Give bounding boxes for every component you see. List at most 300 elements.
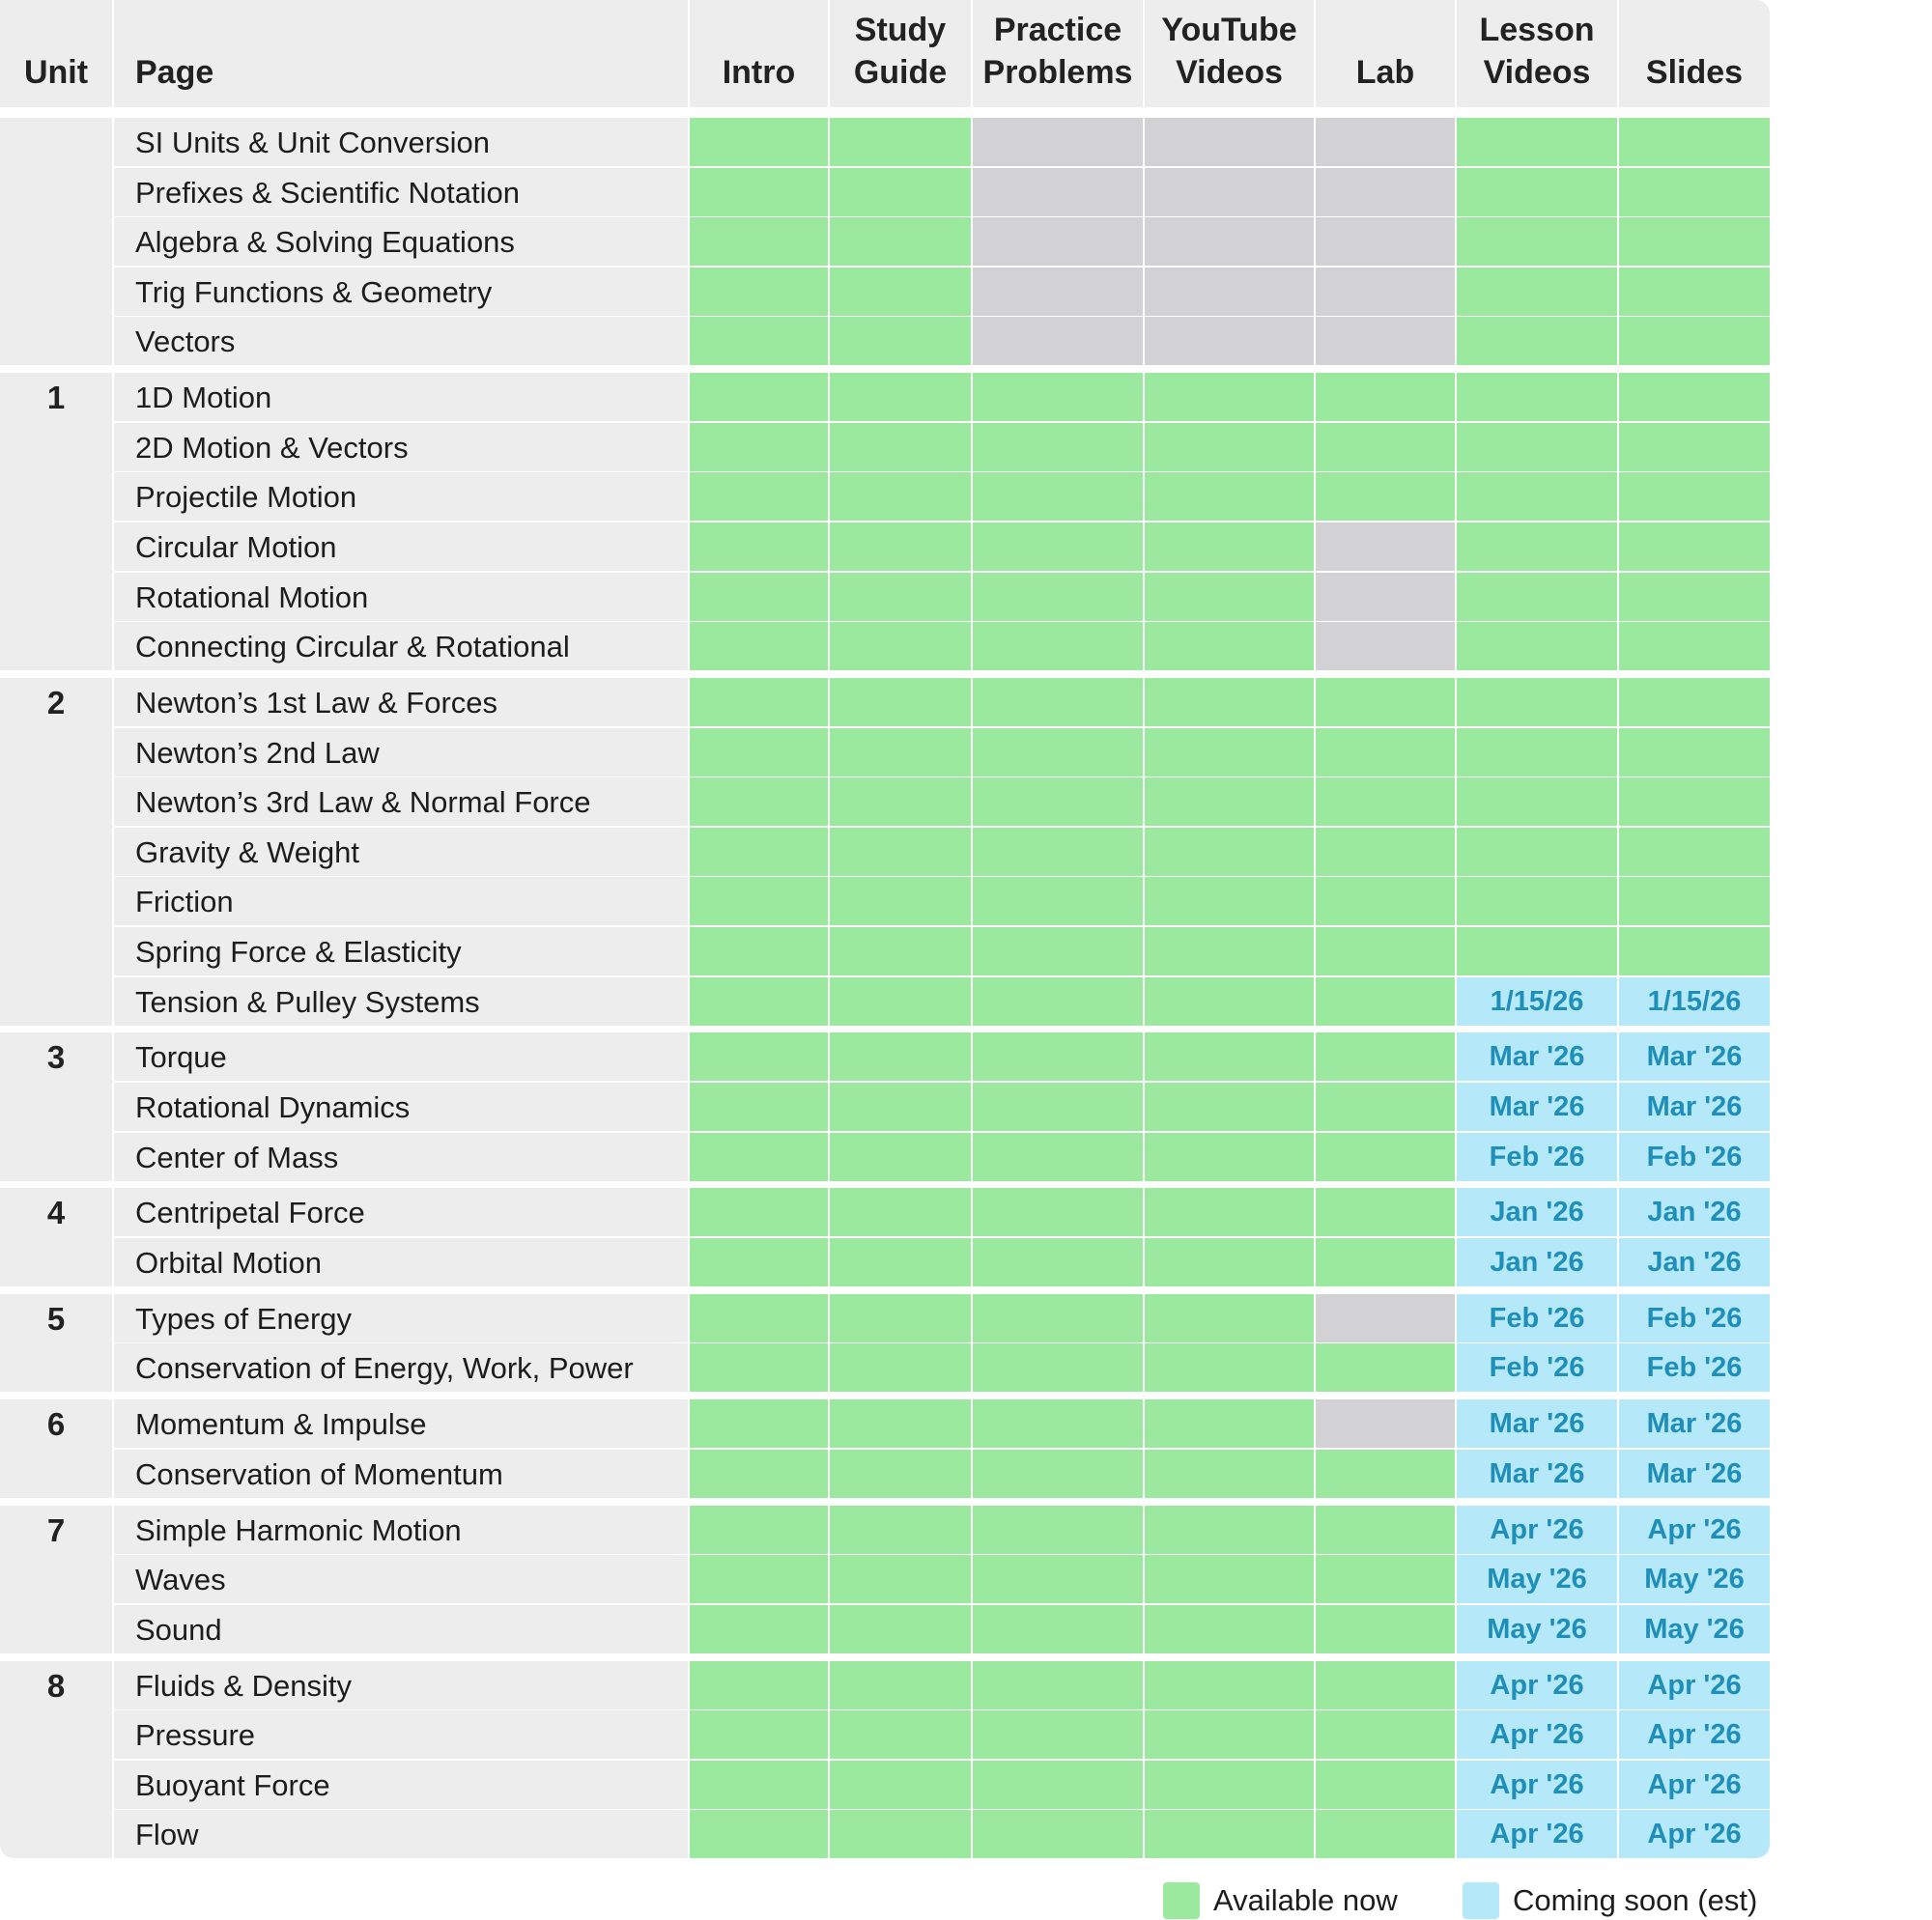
status-cell-available bbox=[1619, 472, 1770, 521]
status-cell-available bbox=[830, 268, 971, 316]
status-cell-available bbox=[1145, 1188, 1314, 1236]
status-cell-available bbox=[1457, 373, 1617, 421]
status-cell-available bbox=[830, 1555, 971, 1603]
status-cell-available bbox=[690, 1294, 828, 1342]
status-cell-coming-soon: Apr '26 bbox=[1457, 1810, 1617, 1858]
page-name: Conservation of Momentum bbox=[114, 1450, 688, 1498]
status-cell-available bbox=[1457, 877, 1617, 925]
status-cell-available bbox=[830, 522, 971, 571]
status-cell-not-applicable bbox=[1316, 317, 1455, 365]
status-cell-not-applicable bbox=[973, 317, 1143, 365]
status-cell-available bbox=[1619, 927, 1770, 975]
status-cell-available bbox=[1457, 828, 1617, 876]
legend-coming-soon bbox=[1463, 1881, 1757, 1920]
status-cell-available bbox=[973, 1343, 1143, 1392]
status-cell-coming-soon: Apr '26 bbox=[1457, 1661, 1617, 1709]
status-cell-available bbox=[690, 877, 828, 925]
status-cell-available bbox=[973, 1555, 1143, 1603]
status-cell-available bbox=[1457, 217, 1617, 266]
status-cell-available bbox=[1145, 622, 1314, 670]
status-cell-available bbox=[690, 423, 828, 471]
status-cell-not-applicable bbox=[1316, 217, 1455, 266]
status-cell-available bbox=[1316, 977, 1455, 1026]
status-cell-available bbox=[1316, 877, 1455, 925]
status-cell-available bbox=[1145, 1761, 1314, 1809]
unit-cell bbox=[0, 118, 112, 365]
page-name: Pressure bbox=[114, 1710, 688, 1759]
status-cell-available bbox=[1457, 423, 1617, 471]
status-cell-coming-soon: May '26 bbox=[1619, 1555, 1770, 1603]
status-cell-available bbox=[690, 1710, 828, 1759]
status-cell-available bbox=[690, 573, 828, 621]
status-cell-available bbox=[1145, 877, 1314, 925]
status-cell-available bbox=[690, 1343, 828, 1392]
status-cell-coming-soon: Apr '26 bbox=[1457, 1506, 1617, 1554]
page-name: Torque bbox=[114, 1032, 688, 1081]
status-cell-available bbox=[1316, 423, 1455, 471]
page-name: Fluids & Density bbox=[114, 1661, 688, 1709]
status-cell-coming-soon: Jan '26 bbox=[1619, 1188, 1770, 1236]
status-cell-available bbox=[830, 1761, 971, 1809]
status-cell-coming-soon: Mar '26 bbox=[1457, 1450, 1617, 1498]
status-cell-not-applicable bbox=[1145, 217, 1314, 266]
unit-cell bbox=[0, 373, 112, 670]
status-cell-available bbox=[1145, 678, 1314, 726]
status-cell-available bbox=[1316, 1761, 1455, 1809]
status-cell-available bbox=[830, 1032, 971, 1081]
status-cell-available bbox=[1619, 877, 1770, 925]
column-header-label: Unit bbox=[23, 54, 89, 91]
status-cell-available bbox=[1145, 1343, 1314, 1392]
status-cell-available bbox=[973, 1605, 1143, 1653]
status-cell-available bbox=[1145, 728, 1314, 776]
status-cell-available bbox=[1457, 573, 1617, 621]
status-cell-coming-soon: Apr '26 bbox=[1457, 1710, 1617, 1759]
status-cell-available bbox=[1457, 268, 1617, 316]
status-cell-available bbox=[1316, 1188, 1455, 1236]
status-cell-available bbox=[973, 977, 1143, 1026]
status-cell-available bbox=[690, 678, 828, 726]
status-cell-coming-soon: 1/15/26 bbox=[1619, 977, 1770, 1026]
status-cell-available bbox=[1619, 168, 1770, 216]
column-header bbox=[1145, 0, 1314, 107]
status-cell-available bbox=[690, 828, 828, 876]
status-cell-available bbox=[830, 877, 971, 925]
status-cell-available bbox=[690, 1133, 828, 1181]
status-cell-available bbox=[1145, 1238, 1314, 1286]
status-cell-available bbox=[973, 423, 1143, 471]
status-cell-available bbox=[690, 1450, 828, 1498]
status-cell-coming-soon: Feb '26 bbox=[1457, 1133, 1617, 1181]
status-cell-available bbox=[1316, 373, 1455, 421]
status-cell-coming-soon: Apr '26 bbox=[1619, 1661, 1770, 1709]
column-header bbox=[830, 0, 971, 107]
status-cell-coming-soon: Mar '26 bbox=[1457, 1399, 1617, 1448]
status-cell-available bbox=[690, 1238, 828, 1286]
status-cell-available bbox=[973, 1083, 1143, 1131]
status-cell-available bbox=[1457, 777, 1617, 826]
page-name: Friction bbox=[114, 877, 688, 925]
status-cell-not-applicable bbox=[1145, 317, 1314, 365]
status-cell-coming-soon: Jan '26 bbox=[1457, 1238, 1617, 1286]
status-cell-not-applicable bbox=[1145, 268, 1314, 316]
status-cell-available bbox=[973, 1032, 1143, 1081]
unit-number: 4 bbox=[46, 1195, 66, 1231]
status-cell-available bbox=[690, 1605, 828, 1653]
status-cell-coming-soon: May '26 bbox=[1457, 1605, 1617, 1653]
status-cell-available bbox=[690, 268, 828, 316]
column-header-label: Lesson Videos bbox=[1479, 12, 1595, 91]
status-cell-available bbox=[1316, 828, 1455, 876]
status-cell-available bbox=[1145, 1399, 1314, 1448]
status-cell-available bbox=[973, 1188, 1143, 1236]
column-header bbox=[0, 0, 112, 107]
status-cell-available bbox=[690, 1032, 828, 1081]
status-cell-available bbox=[973, 622, 1143, 670]
status-cell-available bbox=[830, 1343, 971, 1392]
column-header bbox=[114, 0, 688, 107]
status-cell-available bbox=[690, 472, 828, 521]
page-name: Tension & Pulley Systems bbox=[114, 977, 688, 1026]
status-cell-available bbox=[973, 373, 1143, 421]
status-cell-available bbox=[1145, 1294, 1314, 1342]
page-name: Waves bbox=[114, 1555, 688, 1603]
status-cell-available bbox=[690, 1661, 828, 1709]
status-cell-available bbox=[973, 1506, 1143, 1554]
status-cell-available bbox=[973, 1710, 1143, 1759]
available-swatch bbox=[1163, 1882, 1200, 1919]
status-cell-coming-soon: Apr '26 bbox=[1619, 1761, 1770, 1809]
status-cell-available bbox=[690, 1083, 828, 1131]
status-cell-coming-soon: Mar '26 bbox=[1619, 1032, 1770, 1081]
status-cell-not-applicable bbox=[1316, 1399, 1455, 1448]
status-cell-available bbox=[690, 927, 828, 975]
status-cell-available bbox=[1619, 678, 1770, 726]
status-cell-available bbox=[1457, 522, 1617, 571]
page-name: SI Units & Unit Conversion bbox=[114, 118, 688, 166]
status-cell-available bbox=[1316, 1343, 1455, 1392]
status-cell-available bbox=[1145, 1450, 1314, 1498]
column-header-label: Lab bbox=[1355, 54, 1415, 91]
status-cell-not-applicable bbox=[1316, 522, 1455, 571]
status-cell-available bbox=[830, 423, 971, 471]
status-cell-available bbox=[1145, 777, 1314, 826]
status-cell-available bbox=[973, 1450, 1143, 1498]
status-cell-available bbox=[1619, 573, 1770, 621]
status-cell-available bbox=[690, 118, 828, 166]
status-cell-available bbox=[973, 777, 1143, 826]
status-cell-available bbox=[690, 373, 828, 421]
status-cell-available bbox=[973, 522, 1143, 571]
unit-number bbox=[0, 118, 112, 167]
status-cell-available bbox=[830, 1133, 971, 1181]
status-cell-available bbox=[830, 1188, 971, 1236]
status-cell-available bbox=[830, 317, 971, 365]
available-label: Available now bbox=[1213, 1883, 1398, 1917]
status-cell-available bbox=[1457, 317, 1617, 365]
status-cell-available bbox=[1145, 522, 1314, 571]
status-cell-available bbox=[1619, 118, 1770, 166]
status-cell-available bbox=[1145, 1710, 1314, 1759]
status-cell-available bbox=[690, 522, 828, 571]
status-cell-available bbox=[1316, 1083, 1455, 1131]
unit-cell bbox=[0, 1399, 112, 1498]
status-cell-available bbox=[690, 1761, 828, 1809]
status-cell-coming-soon: Apr '26 bbox=[1457, 1761, 1617, 1809]
status-cell-coming-soon: Feb '26 bbox=[1619, 1343, 1770, 1392]
status-cell-available bbox=[830, 168, 971, 216]
status-cell-available bbox=[1316, 678, 1455, 726]
status-cell-available bbox=[1316, 777, 1455, 826]
status-cell-available bbox=[830, 678, 971, 726]
status-cell-available bbox=[690, 1399, 828, 1448]
status-cell-available bbox=[830, 1661, 971, 1709]
status-cell-available bbox=[830, 573, 971, 621]
status-cell-available bbox=[1619, 268, 1770, 316]
status-cell-available bbox=[973, 472, 1143, 521]
page-name: 2D Motion & Vectors bbox=[114, 423, 688, 471]
status-cell-available bbox=[690, 1810, 828, 1858]
status-cell-available bbox=[1457, 168, 1617, 216]
status-cell-available bbox=[1619, 217, 1770, 266]
status-cell-available bbox=[830, 828, 971, 876]
page-name: Rotational Dynamics bbox=[114, 1083, 688, 1131]
status-cell-available bbox=[1619, 828, 1770, 876]
status-cell-coming-soon: Feb '26 bbox=[1457, 1343, 1617, 1392]
status-cell-available bbox=[1145, 1083, 1314, 1131]
column-header bbox=[690, 0, 828, 107]
status-cell-available bbox=[973, 728, 1143, 776]
status-cell-available bbox=[1316, 728, 1455, 776]
column-header-label: Study Guide bbox=[853, 12, 948, 91]
status-cell-not-applicable bbox=[1145, 168, 1314, 216]
status-cell-available bbox=[1145, 977, 1314, 1026]
status-cell-not-applicable bbox=[1316, 573, 1455, 621]
status-cell-available bbox=[690, 217, 828, 266]
unit-number: 1 bbox=[46, 380, 66, 416]
status-cell-available bbox=[1457, 472, 1617, 521]
status-cell-available bbox=[830, 1399, 971, 1448]
status-cell-available bbox=[1145, 1032, 1314, 1081]
coming-soon-label: Coming soon (est) bbox=[1513, 1883, 1758, 1917]
page-name: Gravity & Weight bbox=[114, 828, 688, 876]
status-cell-available bbox=[690, 1555, 828, 1603]
status-cell-coming-soon: Feb '26 bbox=[1457, 1294, 1617, 1342]
status-cell-coming-soon: Feb '26 bbox=[1619, 1133, 1770, 1181]
column-header-label: YouTube Videos bbox=[1161, 12, 1297, 91]
status-cell-available bbox=[973, 678, 1143, 726]
status-cell-available bbox=[973, 877, 1143, 925]
status-cell-available bbox=[973, 1238, 1143, 1286]
unit-number: 5 bbox=[46, 1300, 66, 1337]
page-name: 1D Motion bbox=[114, 373, 688, 421]
unit-cell bbox=[0, 1506, 112, 1653]
status-cell-available bbox=[1457, 622, 1617, 670]
status-cell-available bbox=[690, 168, 828, 216]
status-cell-coming-soon: 1/15/26 bbox=[1457, 977, 1617, 1026]
status-cell-available bbox=[830, 777, 971, 826]
status-cell-available bbox=[973, 1761, 1143, 1809]
status-cell-available bbox=[1619, 622, 1770, 670]
status-cell-coming-soon: May '26 bbox=[1619, 1605, 1770, 1653]
status-cell-available bbox=[1316, 1133, 1455, 1181]
status-cell-available bbox=[1619, 423, 1770, 471]
status-cell-not-applicable bbox=[973, 217, 1143, 266]
status-cell-coming-soon: Jan '26 bbox=[1619, 1238, 1770, 1286]
legend-available bbox=[1163, 1881, 1398, 1920]
column-header bbox=[1316, 0, 1455, 107]
page-name: Circular Motion bbox=[114, 522, 688, 571]
status-cell-available bbox=[1145, 1661, 1314, 1709]
status-cell-available bbox=[1145, 423, 1314, 471]
status-cell-coming-soon: Jan '26 bbox=[1457, 1188, 1617, 1236]
page-name: Connecting Circular & Rotational bbox=[114, 622, 688, 670]
status-cell-available bbox=[830, 373, 971, 421]
status-cell-available bbox=[973, 828, 1143, 876]
unit-cell bbox=[0, 678, 112, 1026]
status-cell-available bbox=[1145, 373, 1314, 421]
status-cell-available bbox=[1619, 317, 1770, 365]
status-cell-available bbox=[973, 1399, 1143, 1448]
status-cell-available bbox=[1145, 1555, 1314, 1603]
status-cell-not-applicable bbox=[1145, 118, 1314, 166]
status-cell-coming-soon: Mar '26 bbox=[1619, 1450, 1770, 1498]
status-cell-available bbox=[1316, 1238, 1455, 1286]
status-cell-available bbox=[1316, 472, 1455, 521]
column-header-label: Page bbox=[135, 54, 214, 91]
page-name: Newton’s 2nd Law bbox=[114, 728, 688, 776]
column-header bbox=[1619, 0, 1770, 107]
status-cell-available bbox=[1619, 777, 1770, 826]
unit-number: 3 bbox=[46, 1039, 66, 1076]
status-cell-coming-soon: Mar '26 bbox=[1619, 1399, 1770, 1448]
page-name: Newton’s 3rd Law & Normal Force bbox=[114, 777, 688, 826]
page-name: Sound bbox=[114, 1605, 688, 1653]
status-cell-available bbox=[973, 573, 1143, 621]
page-name: Rotational Motion bbox=[114, 573, 688, 621]
status-cell-available bbox=[1316, 1555, 1455, 1603]
column-header bbox=[973, 0, 1143, 107]
status-cell-available bbox=[1145, 472, 1314, 521]
status-cell-available bbox=[1619, 522, 1770, 571]
status-cell-not-applicable bbox=[973, 268, 1143, 316]
status-cell-available bbox=[973, 1133, 1143, 1181]
status-cell-available bbox=[973, 927, 1143, 975]
status-cell-available bbox=[1145, 828, 1314, 876]
page-name: Trig Functions & Geometry bbox=[114, 268, 688, 316]
status-cell-available bbox=[1316, 1810, 1455, 1858]
status-cell-available bbox=[830, 118, 971, 166]
status-cell-not-applicable bbox=[973, 168, 1143, 216]
column-header-label: Slides bbox=[1645, 54, 1744, 91]
status-cell-available bbox=[1316, 927, 1455, 975]
unit-number: 2 bbox=[46, 685, 66, 720]
unit-cell bbox=[0, 1294, 112, 1393]
status-cell-available bbox=[973, 1810, 1143, 1858]
status-cell-available bbox=[690, 977, 828, 1026]
status-cell-available bbox=[830, 1810, 971, 1858]
status-cell-available bbox=[830, 1450, 971, 1498]
status-cell-available bbox=[690, 777, 828, 826]
status-cell-available bbox=[1145, 1506, 1314, 1554]
status-cell-available bbox=[1316, 1605, 1455, 1653]
page-name: Types of Energy bbox=[114, 1294, 688, 1342]
page-name: Newton’s 1st Law & Forces bbox=[114, 678, 688, 726]
status-cell-available bbox=[1316, 1506, 1455, 1554]
status-cell-coming-soon: Apr '26 bbox=[1619, 1710, 1770, 1759]
coming-soon-swatch bbox=[1463, 1882, 1499, 1919]
page-name: Spring Force & Elasticity bbox=[114, 927, 688, 975]
status-cell-available bbox=[830, 622, 971, 670]
status-cell-available bbox=[830, 1238, 971, 1286]
unit-number: 6 bbox=[46, 1406, 66, 1443]
page-name: Orbital Motion bbox=[114, 1238, 688, 1286]
status-cell-available bbox=[830, 217, 971, 266]
status-cell-available bbox=[830, 1605, 971, 1653]
status-cell-available bbox=[690, 1188, 828, 1236]
unit-cell bbox=[0, 1032, 112, 1180]
status-cell-available bbox=[1619, 728, 1770, 776]
status-cell-coming-soon: Feb '26 bbox=[1619, 1294, 1770, 1342]
status-cell-available bbox=[690, 317, 828, 365]
status-cell-available bbox=[1316, 1661, 1455, 1709]
status-cell-available bbox=[1316, 1710, 1455, 1759]
status-cell-available bbox=[1145, 1605, 1314, 1653]
status-cell-not-applicable bbox=[1316, 622, 1455, 670]
status-cell-not-applicable bbox=[1316, 1294, 1455, 1342]
status-cell-available bbox=[1145, 1810, 1314, 1858]
status-cell-coming-soon: May '26 bbox=[1457, 1555, 1617, 1603]
column-header-label: Practice Problems bbox=[982, 12, 1133, 91]
status-cell-available bbox=[830, 927, 971, 975]
page-name: Simple Harmonic Motion bbox=[114, 1506, 688, 1554]
page-name: Center of Mass bbox=[114, 1133, 688, 1181]
page-name: Flow bbox=[114, 1810, 688, 1858]
status-cell-coming-soon: Mar '26 bbox=[1457, 1083, 1617, 1131]
status-cell-available bbox=[690, 1506, 828, 1554]
status-cell-available bbox=[1145, 573, 1314, 621]
status-cell-available bbox=[830, 977, 971, 1026]
status-cell-available bbox=[830, 1506, 971, 1554]
status-cell-available bbox=[830, 1710, 971, 1759]
page-name: Buoyant Force bbox=[114, 1761, 688, 1809]
status-cell-available bbox=[830, 1294, 971, 1342]
status-cell-coming-soon: Apr '26 bbox=[1619, 1506, 1770, 1554]
status-cell-available bbox=[1316, 1032, 1455, 1081]
status-cell-coming-soon: Apr '26 bbox=[1619, 1810, 1770, 1858]
column-header-label: Intro bbox=[722, 54, 796, 91]
status-cell-not-applicable bbox=[1316, 168, 1455, 216]
status-cell-available bbox=[830, 472, 971, 521]
unit-number: 8 bbox=[46, 1667, 66, 1704]
page-name: Momentum & Impulse bbox=[114, 1399, 688, 1448]
status-cell-available bbox=[690, 622, 828, 670]
page-name: Algebra & Solving Equations bbox=[114, 217, 688, 266]
status-cell-not-applicable bbox=[1316, 118, 1455, 166]
unit-number: 7 bbox=[46, 1511, 66, 1548]
status-cell-available bbox=[1619, 373, 1770, 421]
status-cell-available bbox=[830, 1083, 971, 1131]
page-name: Projectile Motion bbox=[114, 472, 688, 521]
status-cell-available bbox=[1457, 927, 1617, 975]
status-cell-available bbox=[1145, 1133, 1314, 1181]
status-cell-available bbox=[830, 728, 971, 776]
status-cell-coming-soon: Mar '26 bbox=[1619, 1083, 1770, 1131]
unit-cell bbox=[0, 1188, 112, 1286]
status-cell-available bbox=[1145, 927, 1314, 975]
status-cell-available bbox=[973, 1294, 1143, 1342]
status-cell-available bbox=[1316, 1450, 1455, 1498]
